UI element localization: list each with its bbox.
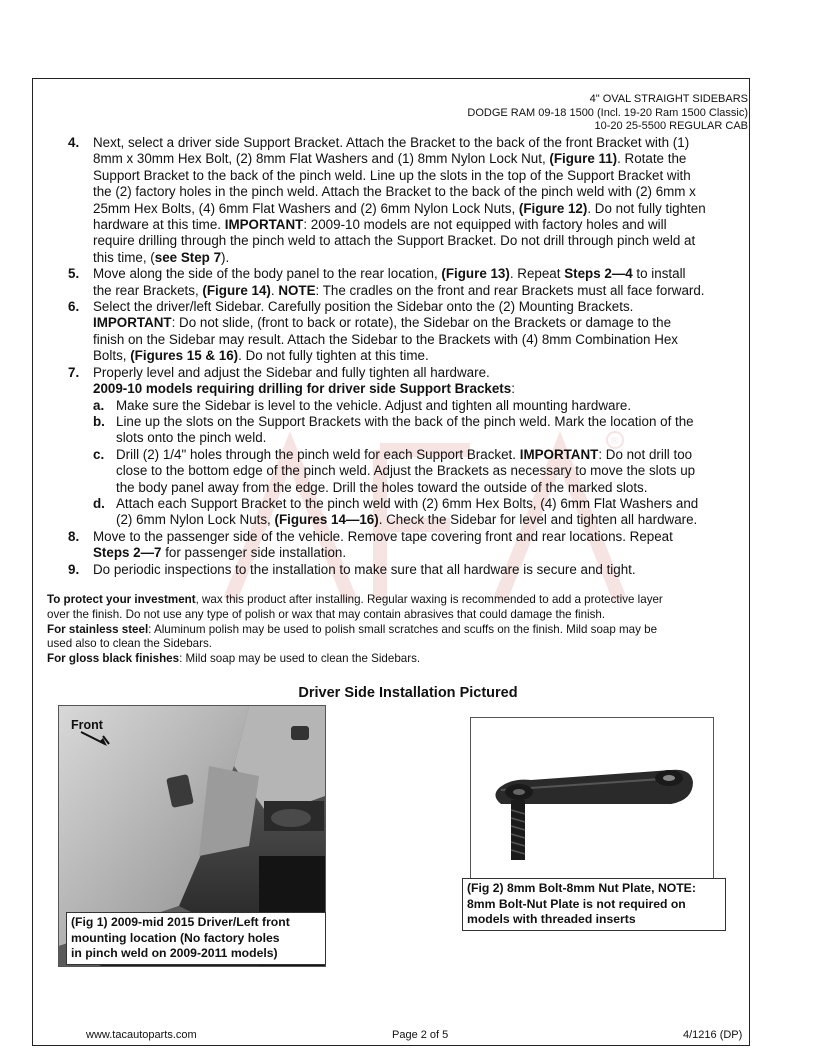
text-run: : Mild soap may be used to clean the Sidebars. bbox=[179, 652, 421, 666]
header-title: 4" OVAL STRAIGHT SIDEBARS bbox=[589, 93, 748, 105]
text-run: : bbox=[511, 381, 515, 397]
fig2-caption bbox=[462, 878, 726, 931]
substep-line bbox=[116, 430, 754, 446]
installation-steps bbox=[68, 135, 754, 578]
text-run: over the finish. Do not use any type of polish or wax that may contain abrasives that could damage the finish. bbox=[47, 607, 606, 621]
header-vehicle: DODGE RAM 09-18 1500 (Incl. 19-20 Ram 1500 Classic) bbox=[467, 106, 748, 119]
text-run: 25mm Hex Bolts, (4) 6mm Flat Washers and (2) 6mm Nylon Lock Nuts, bbox=[93, 200, 519, 216]
step-line bbox=[93, 135, 754, 151]
caption-line: 8mm Bolt-Nut Plate is not required on bbox=[467, 896, 686, 911]
footer-website: www.tacautoparts.com bbox=[86, 1029, 197, 1041]
substep-item bbox=[93, 496, 754, 529]
substep-line bbox=[116, 463, 754, 479]
substep-item bbox=[93, 414, 754, 447]
step-number: 7. bbox=[68, 364, 80, 380]
footer-doc-code: 4/1216 (DP) bbox=[683, 1029, 743, 1041]
text-run: to install bbox=[632, 266, 686, 282]
substep-line bbox=[116, 496, 754, 512]
bold-text: IMPORTANT bbox=[519, 446, 599, 462]
step-item bbox=[68, 266, 754, 299]
care-line bbox=[47, 623, 767, 638]
substep-line bbox=[116, 447, 754, 463]
substep-letter: a. bbox=[93, 397, 105, 413]
bold-text: (Figure 11) bbox=[549, 151, 618, 167]
text-run: : The cradles on the front and rear Brackets must all face forward. bbox=[315, 282, 705, 298]
text-run: Move to the passenger side of the vehicle. Remove tape covering front and rear locations. Repeat bbox=[93, 528, 673, 544]
fig1-caption bbox=[66, 912, 326, 965]
step-item bbox=[68, 135, 754, 266]
bold-text: 2009-10 models requiring drilling for driver side Support Brackets bbox=[93, 381, 512, 397]
substep-letter: b. bbox=[93, 413, 105, 429]
bold-text: For stainless steel bbox=[47, 622, 149, 636]
text-run: . Rotate the bbox=[617, 151, 687, 167]
text-run: Line up the slots on the Support Brackets with the back of the pinch weld. Mark the location of the bbox=[116, 413, 694, 429]
substep-line bbox=[116, 398, 754, 414]
text-run: close to the bottom edge of the pinch weld. Adjust the Brackets as necessary to move the slots up bbox=[116, 463, 696, 479]
text-run: Support Bracket to the back of the pinch weld. Line up the slots in the top of the Support Bracket with bbox=[93, 167, 691, 183]
caption-line: in pinch weld on 2009-2011 models) bbox=[71, 946, 278, 960]
step-line bbox=[93, 332, 754, 348]
bold-text: Steps 2—4 bbox=[564, 266, 633, 282]
bold-text: (Figures 14—16) bbox=[274, 512, 379, 528]
step-line bbox=[93, 233, 754, 249]
text-run: require drilling through the pinch weld to attach the Support Bracket. Do not drill through pinch weld at bbox=[93, 233, 696, 249]
step-item bbox=[68, 365, 754, 529]
step-line bbox=[93, 562, 754, 578]
care-line bbox=[47, 637, 767, 652]
step-line bbox=[93, 299, 754, 315]
substep-line bbox=[116, 480, 754, 496]
text-run: : Aluminum polish may be used to polish small scratches and scuffs on the finish. Mild soap may be bbox=[148, 622, 658, 636]
step-line bbox=[93, 184, 754, 200]
text-run: Next, select a driver side Support Bracket. Attach the Bracket to the back of the front Bracket with (1) bbox=[93, 135, 690, 150]
step-number: 6. bbox=[68, 299, 80, 315]
fig2-bolt-plate-illustration bbox=[471, 718, 713, 888]
step-line bbox=[93, 168, 754, 184]
text-run: Make sure the Sidebar is level to the vehicle. Adjust and tighten all mounting hardware. bbox=[116, 397, 632, 413]
step-number: 8. bbox=[68, 528, 80, 544]
document-header bbox=[467, 93, 748, 134]
step-line bbox=[93, 365, 754, 381]
step-line bbox=[93, 250, 754, 266]
text-run: : Do not drill too bbox=[598, 446, 693, 462]
step-line bbox=[93, 315, 754, 331]
substep-line bbox=[116, 414, 754, 430]
text-run: Drill (2) 1/4" holes through the pinch weld for each Support Bracket. bbox=[116, 446, 520, 462]
substep-letter: d. bbox=[93, 495, 105, 511]
care-line bbox=[47, 608, 767, 623]
bold-text: (Figure 13) bbox=[441, 266, 510, 282]
step-line bbox=[93, 266, 754, 282]
text-run: slots onto the pinch weld. bbox=[116, 430, 267, 446]
substep-item bbox=[93, 447, 754, 496]
bold-text: (Figures 15 & 16) bbox=[130, 348, 239, 364]
text-run: . Repeat bbox=[509, 266, 565, 282]
text-run: . Do not fully tighten bbox=[587, 200, 706, 216]
text-run: for passenger side installation. bbox=[161, 545, 347, 561]
bold-text: To protect your investment bbox=[47, 593, 196, 606]
bold-text: see Step 7 bbox=[154, 249, 222, 265]
caption-line: (Fig 1) 2009-mid 2015 Driver/Left front bbox=[71, 915, 290, 929]
text-run: : 2009-10 models are not equipped with factory holes and will bbox=[303, 217, 667, 233]
step-line bbox=[93, 283, 754, 299]
substep-item bbox=[93, 398, 754, 414]
care-line bbox=[47, 652, 767, 667]
substep-letter: c. bbox=[93, 446, 105, 462]
text-run: Select the driver/left Sidebar. Carefully position the Sidebar onto the (2) Mounting Brackets. bbox=[93, 299, 634, 315]
step-number: 5. bbox=[68, 266, 80, 282]
text-run: hardware at this time. bbox=[93, 217, 225, 233]
text-run: ). bbox=[221, 249, 230, 265]
step-line bbox=[93, 201, 754, 217]
step-number: 9. bbox=[68, 561, 80, 577]
header-cab: 10-20 25-5500 REGULAR CAB bbox=[594, 120, 748, 132]
text-run: 8mm x 30mm Hex Bolt, (2) 8mm Flat Washers and (1) 8mm Nylon Lock Nut, bbox=[93, 151, 550, 167]
text-run: the rear Brackets, bbox=[93, 282, 203, 298]
step-line bbox=[93, 529, 754, 545]
text-run: . Do not fully tighten at this time. bbox=[238, 348, 429, 364]
bold-text: (Figure 12) bbox=[518, 200, 588, 216]
caption-line: mounting location (No factory holes bbox=[71, 930, 280, 945]
text-run: the (2) factory holes in the pinch weld. Attach the Bracket to the back of the pinch weld with (2) 6mm x bbox=[93, 184, 696, 200]
bold-text: NOTE bbox=[278, 282, 316, 298]
text-run: finish on the Sidebar may result. Attach the Sidebar to the Brackets with (4) 8mm Combination Hex bbox=[93, 331, 679, 347]
pictures-title: Driver Side Installation Pictured bbox=[298, 685, 518, 701]
text-run: : Do not slide, (front to back or rotate), the Sidebar on the Brackets or damage to the bbox=[171, 315, 672, 331]
text-run: (2) 6mm Nylon Lock Nuts, bbox=[116, 512, 275, 528]
step-line bbox=[93, 217, 754, 233]
caption-line: models with threaded inserts bbox=[467, 912, 636, 926]
fig2-photo bbox=[470, 717, 714, 889]
text-run: Bolts, bbox=[93, 348, 131, 364]
step-line bbox=[93, 381, 754, 397]
bold-text: IMPORTANT bbox=[224, 217, 304, 233]
step-line bbox=[93, 545, 754, 561]
text-run: used also to clean the Sidebars. bbox=[47, 637, 212, 651]
fig1-front-label: Front bbox=[71, 718, 103, 732]
text-run: Attach each Support Bracket to the pinch weld with (2) 6mm Hex Bolts, (4) 6mm Flat Washers and bbox=[116, 495, 699, 511]
bold-text: IMPORTANT bbox=[93, 315, 172, 331]
text-run: Properly level and adjust the Sidebar and fully tighten all hardware. bbox=[93, 364, 490, 380]
text-run: Move along the side of the body panel to the rear location, bbox=[93, 266, 442, 282]
step-item bbox=[68, 299, 754, 365]
text-run: Do periodic inspections to the installation to make sure that all hardware is secure and tight. bbox=[93, 561, 636, 577]
step-item bbox=[68, 562, 754, 578]
text-run: the body panel away from the edge. Drill the holes toward the outside of the marked slots. bbox=[116, 479, 648, 495]
step-line bbox=[93, 151, 754, 167]
bold-text: (Figure 14) bbox=[202, 282, 271, 298]
step-item bbox=[68, 529, 754, 562]
care-instructions bbox=[47, 593, 767, 667]
text-run: this time, ( bbox=[93, 249, 155, 265]
text-run: , wax this product after installing. Regular waxing is recommended to add a protective layer bbox=[195, 593, 663, 606]
footer-page-number: Page 2 of 5 bbox=[392, 1029, 449, 1041]
bold-text: Steps 2—7 bbox=[93, 545, 162, 561]
substep-line bbox=[116, 512, 754, 528]
text-run: . bbox=[270, 282, 279, 298]
watermark-registered: ® bbox=[611, 436, 619, 447]
step-number: 4. bbox=[68, 135, 80, 150]
care-line bbox=[47, 593, 767, 608]
bold-text: For gloss black finishes bbox=[47, 652, 180, 666]
step-line bbox=[93, 348, 754, 364]
text-run: . Check the Sidebar for level and tighten all hardware. bbox=[378, 512, 698, 528]
caption-line: (Fig 2) 8mm Bolt-8mm Nut Plate, NOTE: bbox=[467, 881, 696, 895]
